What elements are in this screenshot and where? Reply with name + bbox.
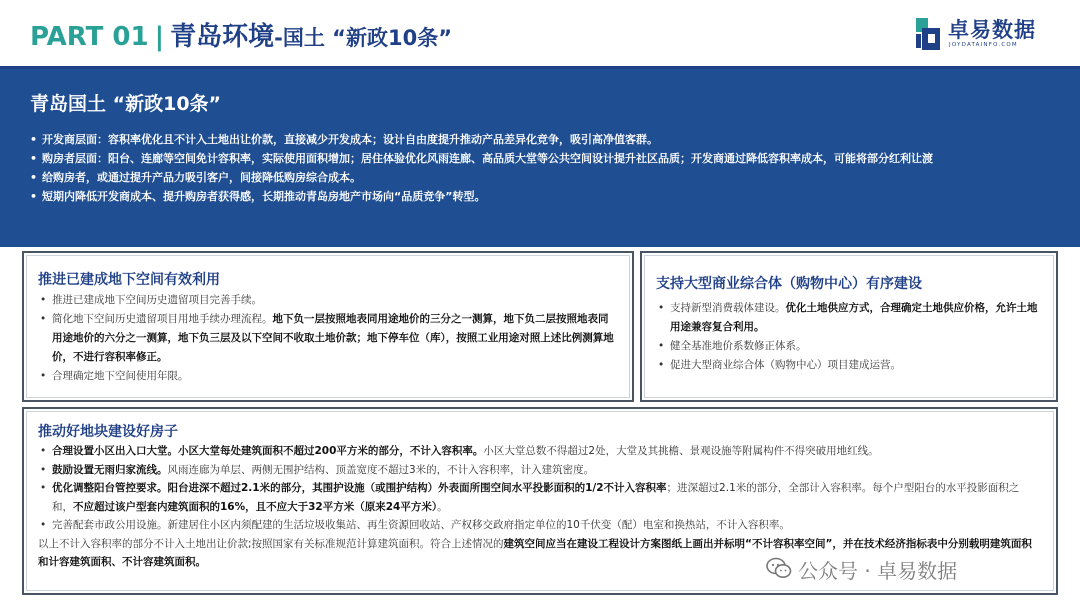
wechat-icon	[766, 557, 792, 579]
footnote-text: 以上不计入容积率的部分不计入土地出让价款;按照国家有关标准规范计算建筑面积。符合上述情况的	[38, 537, 504, 550]
list-item: • 健全基准地价系数修正体系。	[656, 337, 1040, 356]
item-text: 支持新型消费载体建设。	[670, 302, 786, 314]
commercial-list	[656, 299, 1040, 375]
joydata-logo-icon	[914, 14, 944, 52]
slide-title	[30, 16, 452, 53]
title-sub: -国土 “新政10条”	[274, 26, 452, 50]
item-text: 。	[437, 500, 448, 513]
part-label: PART 01	[30, 22, 149, 52]
item-text: 简化地下空间历史遗留项目用地手续办理流程。	[52, 313, 273, 325]
underground-space-panel	[22, 251, 634, 402]
title-main: 青岛环境	[170, 22, 275, 52]
list-item	[656, 299, 1040, 337]
underground-panel-title: 推进已建成地下空间有效利用	[38, 272, 220, 288]
commercial-complex-panel	[640, 251, 1058, 402]
logo-name: 卓易数据	[948, 18, 1036, 42]
banner-item-buyer: • 购房者层面：阳台、连廊等空间免计容积率，实际使用面积增加；居住体验优化风雨连廊、高品质大堂等公共空间设计提升社区品质；开发商通过降低容积率成本，可能将部分红利让渡	[28, 149, 1052, 168]
watermark-text: 公众号 · 卓易数据	[798, 559, 958, 583]
item-text: 小区大堂总数不得超过2处，大堂及其挑檐、景观设施等附属构件不得突破用地红线。	[483, 445, 879, 457]
banner-item-buyer-continued: • 给购房者，或通过提升产品力吸引客户，间接降低购房综合成本。	[28, 168, 1052, 187]
list-item	[38, 310, 616, 367]
list-item	[38, 479, 1040, 516]
item-text-bold: 鼓励设置无雨归家流线。	[52, 463, 168, 476]
list-item: • 完善配套市政公用设施。新建居住小区内须配建的生活垃圾收集站、再生资源回收站、产权移交政府指定单位的10千伏变（配）电室和换热站，不计入容积率。	[38, 516, 1040, 535]
wechat-watermark	[766, 553, 1056, 583]
item-text: ；进深超过2.1米的部分，全部计入容积率。每个户型阳台的水平投影面积之和，	[52, 482, 1020, 513]
title-separator: |	[154, 22, 165, 52]
banner-list	[28, 130, 1052, 206]
item-text-bold: 合理设置小区出入口大堂。小区大堂每处建筑面积不超过200平方米的部分，不计入容积率。	[52, 445, 484, 457]
list-item: • 推进已建成地下空间历史遗留项目完善手续。	[38, 291, 616, 310]
banner-item-developer: • 开发商层面：容积率优化且不计入土地出让价款，直接减少开发成本；设计自由度提升推动产品差异化竞争，吸引高净值客群。	[28, 130, 1052, 149]
list-item: • 促进大型商业综合体（购物中心）项目建成运营。	[656, 356, 1040, 375]
housing-list	[38, 442, 1040, 535]
housing-panel-title: 推动好地块建设好房子	[38, 424, 178, 440]
item-text-bold: 地下负一层按照地表同用途地价的三分之一测算，地下负二层按照地表同用途地价的六分之一测算，地下负三层及以下空间不收取土地价款；地下停车位（库），按照工业用途对照上述比例测算地价，不进行容积率修正。	[52, 313, 614, 363]
item-text-bold: 优化调整阳台管控要求。阳台进深不超过2.1米的部分，其围护设施（或围护结构）外表面所围空间水平投影面积的1/2不计入容积率	[52, 482, 667, 494]
list-item	[38, 442, 1040, 461]
item-text-bold: 不应超过该户型套内建筑面积的16%，且不应大于32平方米（原来24平方米）	[73, 500, 438, 513]
list-item: • 合理确定地下空间使用年限。	[38, 367, 616, 386]
list-item	[38, 461, 1040, 480]
summary-banner	[0, 69, 1080, 247]
item-text: 风雨连廊为单层、两侧无围护结构、顶盖宽度不超过3米的，不计入容积率，计入建筑密度。	[167, 463, 595, 476]
banner-item-outlook: • 短期内降低开发商成本、提升购房者获得感，长期推动青岛房地产市场向“品质竞争”转型。	[28, 187, 1052, 206]
underground-list	[38, 291, 616, 386]
slide-header	[0, 0, 1080, 68]
banner-title: 青岛国土 “新政10条”	[30, 93, 222, 115]
footnote-text-bold: 建筑空间应当在建设工程设计方案图纸上画出并标明“不计容积率空间”，并在技术经济指标表中分别载明建筑面积和计容建筑面积、不计容建筑面积。	[38, 537, 1032, 568]
commercial-panel-title: 支持大型商业综合体（购物中心）有序建设	[656, 276, 922, 292]
brand-logo	[914, 12, 1054, 56]
logo-url: JOYDATAINFO.COM	[949, 42, 1018, 48]
item-text-bold: 优化土地供应方式，合理确定土地供应价格，允许土地用途兼容复合利用。	[670, 302, 1038, 333]
